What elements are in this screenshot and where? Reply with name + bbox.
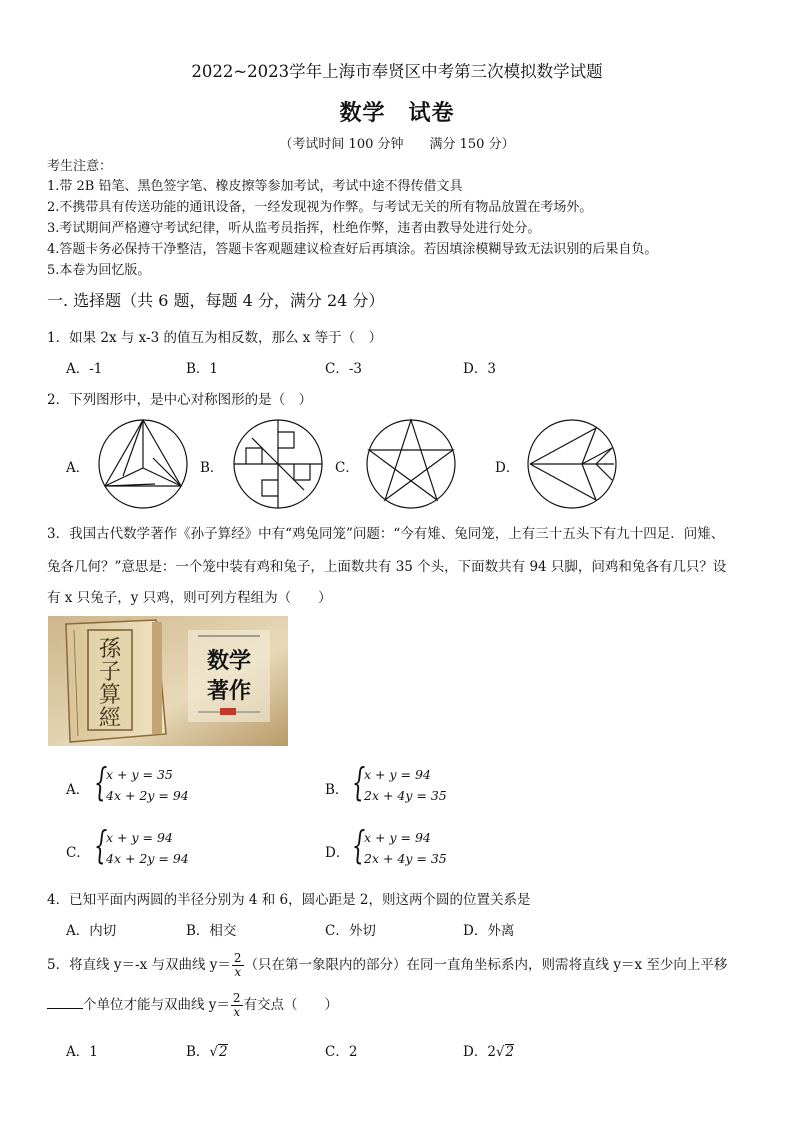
q1-option-a[interactable]: A．-1 [66,361,103,377]
section-title: 一. 选择题（共 6 题，每题 4 分，满分 24 分） [47,291,385,310]
notice-item: 1.带 2B 铅笔、黑色签字笔、橡皮擦等参加考试，考试中途不得传借文具 [47,179,463,194]
q3-option-d-label[interactable]: D． [325,845,350,861]
equation-2: 4x + 2y = 94 [106,788,189,803]
q4-option-a[interactable]: A．内切 [66,923,117,939]
q2-option-b[interactable]: B． [200,460,224,476]
equation-2: 4x + 2y = 94 [106,851,189,866]
q4-option-d[interactable]: D．外离 [463,923,515,939]
q5-option-d[interactable]: D．2√2 [463,1044,515,1060]
q4-option-c[interactable]: C．外切 [325,923,376,939]
notice-item: 3.考试期间严格遵守考试纪律，听从监考员指挥，杜绝作弊，违者由教导处进行处分。 [47,221,541,236]
q5-text-part-3: 个单位才能与双曲线 y＝ [83,997,230,1013]
sqrt-icon: √ [495,1044,505,1060]
book-title-char-2: 子 [98,660,122,685]
q2-option-d[interactable]: D． [495,460,520,476]
notice-item: 4.答题卡务必保持干净整洁，答题卡客观题建议检查好后再填涂。若因填涂模糊导致无法识别的后果自负。 [47,242,658,257]
q5-option-c[interactable]: C．2 [325,1044,358,1060]
sunzi-suanjing-book-image [48,616,288,746]
answer-blank[interactable] [47,996,83,1009]
question-5-line-1 [47,952,727,979]
notice-item: 5.本卷为回忆版。 [47,263,151,278]
q5-option-a[interactable]: A．1 [66,1044,98,1060]
equation-2: 2x + 4y = 35 [364,851,447,866]
book-title-char-4: 經 [98,706,122,731]
equation-2: 2x + 4y = 35 [364,788,447,803]
book-title-char-1: 孫 [98,637,122,662]
exam-info: （考试时间 100 分钟 满分 150 分） [279,137,515,152]
brace-icon: { [352,760,366,804]
exam-title: 2022~2023学年上海市奉贤区中考第三次模拟数学试题 [191,62,603,81]
fraction-2-over-x: $\frac{2}{x}$ [232,991,241,1019]
brace-icon: { [94,760,108,804]
q3-option-a-label[interactable]: A． [66,782,90,798]
question-1-text: 1．如果 2x 与 x-3 的值互为相反数，那么 x 等于（ ） [47,330,383,346]
q5-text-part-2: （只在第一象限内的部分）在同一直角坐标系内，则需将直线 y＝x 至少向上平移 [244,957,728,973]
q4-option-b[interactable]: B．相交 [186,923,237,939]
question-2-text: 2．下列图形中，是中心对称图形的是（ ） [47,392,313,408]
q2-option-c[interactable]: C． [335,460,359,476]
q2-option-a[interactable]: A． [66,460,90,476]
q5-text-part-4: 有交点（ ） [243,997,339,1013]
q1-option-c[interactable]: C．-3 [325,361,362,377]
card-title-line-2: 著作 [206,679,252,704]
q5-option-b[interactable]: B．√2 [186,1044,228,1060]
book-title-char-3: 算 [98,683,122,708]
q3-option-b-label[interactable]: B． [325,782,349,798]
figure-b-pinwheel-in-circle [232,418,324,510]
brace-icon: { [94,823,108,867]
sqrt-icon: √ [209,1044,219,1060]
equation-1: x + y = 94 [364,830,431,845]
q1-option-b[interactable]: B．1 [186,361,219,377]
notice-heading: 考生注意： [47,159,113,174]
question-5-line-2 [47,992,338,1019]
q1-option-d[interactable]: D．3 [463,361,496,377]
fraction-2-over-x: $\frac{2}{x}$ [233,951,242,979]
card-title-line-1: 数学 [206,649,252,674]
brace-icon: { [352,823,366,867]
equation-1: x + y = 35 [106,767,173,782]
equation-1: x + y = 94 [106,830,173,845]
question-3-line-3: 有 x 只兔子，y 只鸡，则可列方程组为（ ） [47,590,332,606]
question-4-text: 4．已知平面内两圆的半径分别为 4 和 6，圆心距是 2，则这两个圆的位置关系是 [47,892,531,908]
figure-a-triangle-in-circle [97,418,189,510]
question-3-line-2: 兔各几何？”意思是：一个笼中装有鸡和兔子，上面数共有 35 个头，下面数共有 94 只脚，问鸡和兔各有几只？设 [47,559,727,575]
q3-option-c-label[interactable]: C． [66,845,90,861]
figure-d-arrow-in-circle [526,418,618,510]
paper-subtitle: 数学 试卷 [339,101,455,126]
equation-1: x + y = 94 [364,767,431,782]
question-3-line-1: 3．我国古代数学著作《孙子算经》中有“鸡兔同笼”问题：“今有雉、兔同笼，上有三十五头下有九十四足．问雉、 [47,526,725,542]
notice-item: 2.不携带具有传送功能的通讯设备，一经发现视为作弊。与考试无关的所有物品放置在考场外。 [47,200,593,215]
q5-text-part-1: 5．将直线 y＝-x 与双曲线 y＝ [47,957,231,973]
figure-c-star-in-circle [365,418,457,510]
